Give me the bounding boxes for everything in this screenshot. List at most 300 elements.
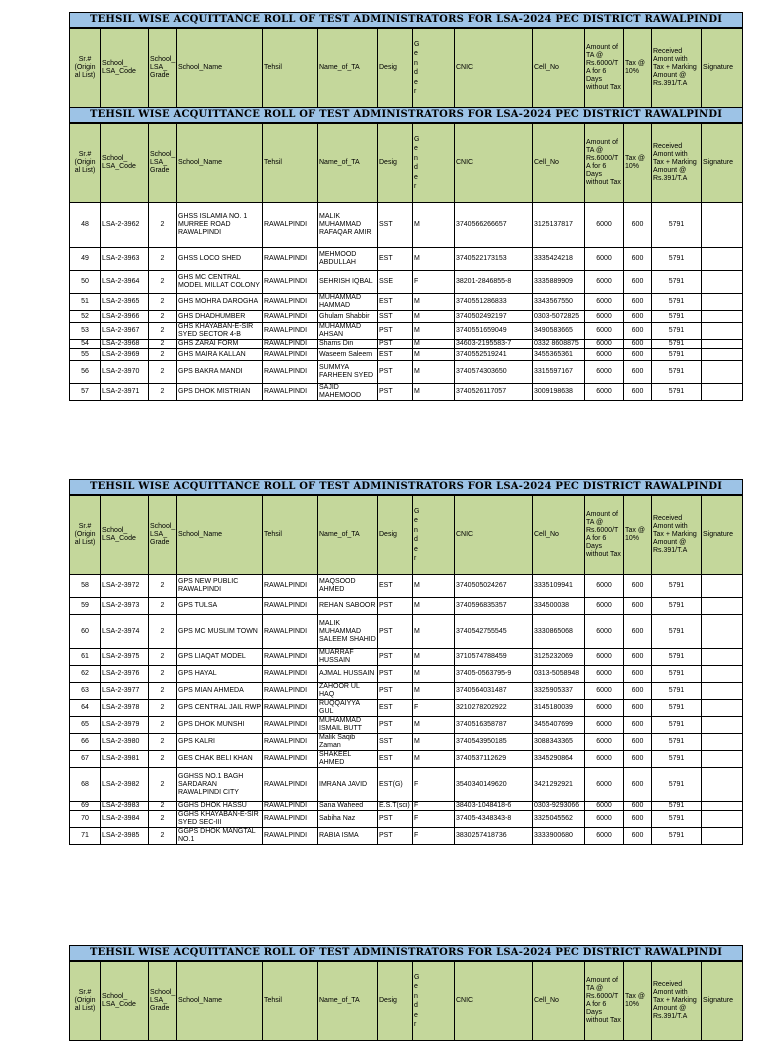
roll-table-a xyxy=(69,123,743,401)
cell-tax: 600 xyxy=(624,575,652,598)
cell-cnic: 3740551659049 xyxy=(455,323,533,340)
sheet-block-4 xyxy=(69,945,742,1041)
cell-gender: F xyxy=(413,271,455,294)
header-cnic: CNIC xyxy=(455,496,533,575)
cell-desig: EST xyxy=(378,751,413,768)
cell-desig: SST xyxy=(378,734,413,751)
cell-name-of-ta: SAJID MAHEMOOD xyxy=(318,384,378,401)
cell-gender: M xyxy=(413,598,455,615)
cell-cnic: 3740564031487 xyxy=(455,683,533,700)
header-desig: Desig xyxy=(378,29,413,108)
cell-received: 5791 xyxy=(652,361,702,384)
cell-tax: 600 xyxy=(624,384,652,401)
cell-gender: M xyxy=(413,361,455,384)
header-sr: Sr.# (Origin al List) xyxy=(70,962,101,1041)
header-cell: Cell_No xyxy=(533,124,585,203)
cell-gender: M xyxy=(413,666,455,683)
cell-desig: PST xyxy=(378,598,413,615)
cell-sr: 66 xyxy=(70,734,101,751)
cell-name-of-ta: SEHRISH IQBAL xyxy=(318,271,378,294)
cell-gender: F xyxy=(413,802,455,811)
cell-gender: M xyxy=(413,575,455,598)
header-table-2 xyxy=(69,107,743,123)
header-grade: School_ LSA_ Grade xyxy=(149,124,177,203)
cell-lsa-code: LSA-2-3969 xyxy=(101,349,149,361)
cell-amount: 6000 xyxy=(585,751,624,768)
header-cnic: CNIC xyxy=(455,962,533,1041)
cell-tax: 600 xyxy=(624,361,652,384)
cell-cnic: 3740542755545 xyxy=(455,615,533,649)
cell-signature xyxy=(702,717,743,734)
cell-received: 5791 xyxy=(652,311,702,323)
table-row xyxy=(70,203,743,248)
header-tax: Tax @ 10% xyxy=(624,962,652,1041)
cell-grade: 2 xyxy=(149,666,177,683)
cell-cell: 3088343365 xyxy=(533,734,585,751)
cell-grade: 2 xyxy=(149,203,177,248)
cell-school-name: GPS MC MUSLIM TOWN xyxy=(177,615,263,649)
cell-signature xyxy=(702,271,743,294)
cell-name-of-ta: Malik Saqib Zaman xyxy=(318,734,378,751)
cell-cnic: 3740574303650 xyxy=(455,361,533,384)
cell-sr: 55 xyxy=(70,349,101,361)
cell-cell: 3325045562 xyxy=(533,811,585,828)
table-row xyxy=(70,248,743,271)
cell-lsa-code: LSA-2-3979 xyxy=(101,717,149,734)
cell-desig: SST xyxy=(378,203,413,248)
cell-gender: F xyxy=(413,828,455,845)
cell-sr: 67 xyxy=(70,751,101,768)
cell-gender: M xyxy=(413,683,455,700)
table-row xyxy=(70,683,743,700)
cell-grade: 2 xyxy=(149,751,177,768)
cell-cell: 3455407699 xyxy=(533,717,585,734)
cell-tehsil: RAWALPINDI xyxy=(263,811,318,828)
header-cell: Cell_No xyxy=(533,962,585,1041)
cell-amount: 6000 xyxy=(585,700,624,717)
sheet-block-2 xyxy=(69,107,742,401)
cell-received: 5791 xyxy=(652,751,702,768)
header-sr: Sr.# (Origin al List) xyxy=(70,496,101,575)
header-school-name: School_Name xyxy=(177,124,263,203)
report-title: TEHSIL WISE ACQUITTANCE ROLL OF TEST ADMINISTRATORS FOR LSA-2024 PEC DISTRICT RAWALPINDI xyxy=(70,108,743,123)
header-sr: Sr.# (Origin al List) xyxy=(70,29,101,108)
cell-gender: M xyxy=(413,203,455,248)
cell-desig: EST xyxy=(378,575,413,598)
cell-cell: 0303-9293066 xyxy=(533,802,585,811)
header-name-of-ta: Name_of_TA xyxy=(318,962,378,1041)
cell-amount: 6000 xyxy=(585,575,624,598)
header-table-4 xyxy=(69,945,743,961)
table-row xyxy=(70,768,743,802)
cell-lsa-code: LSA-2-3980 xyxy=(101,734,149,751)
cell-tehsil: RAWALPINDI xyxy=(263,294,318,311)
cell-grade: 2 xyxy=(149,700,177,717)
cell-cnic: 3830257418736 xyxy=(455,828,533,845)
cell-cell: 3009198638 xyxy=(533,384,585,401)
cell-received: 5791 xyxy=(652,248,702,271)
cell-amount: 6000 xyxy=(585,384,624,401)
header-tehsil: Tehsil xyxy=(263,29,318,108)
cell-received: 5791 xyxy=(652,598,702,615)
cell-gender: M xyxy=(413,384,455,401)
cell-signature xyxy=(702,361,743,384)
cell-grade: 2 xyxy=(149,734,177,751)
cell-school-name: GPS LIAQAT MODEL xyxy=(177,649,263,666)
cell-sr: 70 xyxy=(70,811,101,828)
cell-tax: 600 xyxy=(624,349,652,361)
cell-name-of-ta: MALIK MUHAMMAD SALEEM SHAHID xyxy=(318,615,378,649)
cell-lsa-code: LSA-2-3973 xyxy=(101,598,149,615)
cell-school-name: GPS TULSA xyxy=(177,598,263,615)
header-received: Received Amont with Tax + Marking Amount @ Rs.391/T.A xyxy=(652,29,702,108)
cell-tehsil: RAWALPINDI xyxy=(263,615,318,649)
cell-gender: F xyxy=(413,700,455,717)
report-title: TEHSIL WISE ACQUITTANCE ROLL OF TEST ADMINISTRATORS FOR LSA-2024 PEC DISTRICT RAWALPINDI xyxy=(70,946,743,961)
cell-desig: PST xyxy=(378,384,413,401)
table-row xyxy=(70,734,743,751)
header-received: Received Amont with Tax + Marking Amount @ Rs.391/T.A xyxy=(652,962,702,1041)
cell-tax: 600 xyxy=(624,802,652,811)
cell-school-name: GHSS ISLAMIA NO. 1 MURREE ROAD RAWALPINDI xyxy=(177,203,263,248)
cell-cell: 3335424218 xyxy=(533,248,585,271)
cell-name-of-ta: Shams Din xyxy=(318,340,378,349)
cell-cnic: 3540340149620 xyxy=(455,768,533,802)
cell-grade: 2 xyxy=(149,802,177,811)
cell-desig: E.S.T(sci) xyxy=(378,802,413,811)
cell-cell: 334500038 xyxy=(533,598,585,615)
header-received: Received Amont with Tax + Marking Amount @ Rs.391/T.A xyxy=(652,124,702,203)
cell-sr: 57 xyxy=(70,384,101,401)
cell-grade: 2 xyxy=(149,361,177,384)
cell-lsa-code: LSA-2-3970 xyxy=(101,361,149,384)
header-gender: G e n d e r xyxy=(413,496,455,575)
cell-sr: 54 xyxy=(70,340,101,349)
sheet-block-1 xyxy=(69,12,742,108)
cell-desig: EST xyxy=(378,294,413,311)
cell-school-name: GPS NEW PUBLIC RAWALPINDI xyxy=(177,575,263,598)
header-cnic: CNIC xyxy=(455,124,533,203)
cell-school-name: GHS ZARAI FORM xyxy=(177,340,263,349)
cell-tehsil: RAWALPINDI xyxy=(263,802,318,811)
cell-sr: 52 xyxy=(70,311,101,323)
table-row xyxy=(70,349,743,361)
cell-sr: 58 xyxy=(70,575,101,598)
cell-signature xyxy=(702,700,743,717)
cell-cell: 3421292921 xyxy=(533,768,585,802)
cell-name-of-ta: IMRANA JAVID xyxy=(318,768,378,802)
cell-sr: 69 xyxy=(70,802,101,811)
cell-received: 5791 xyxy=(652,828,702,845)
cell-lsa-code: LSA-2-3963 xyxy=(101,248,149,271)
header-tehsil: Tehsil xyxy=(263,124,318,203)
cell-name-of-ta: MUARRAF HUSSAIN xyxy=(318,649,378,666)
header-grade: School_ LSA_ Grade xyxy=(149,29,177,108)
cell-cnic: 3740502492197 xyxy=(455,311,533,323)
cell-tehsil: RAWALPINDI xyxy=(263,700,318,717)
cell-signature xyxy=(702,615,743,649)
cell-school-name: GHS DHADHUMBER xyxy=(177,311,263,323)
cell-tax: 600 xyxy=(624,811,652,828)
cell-name-of-ta: MEHMOOD ABDULLAH xyxy=(318,248,378,271)
cell-grade: 2 xyxy=(149,615,177,649)
cell-name-of-ta: AJMAL HUSSAIN xyxy=(318,666,378,683)
header-sr: Sr.# (Origin al List) xyxy=(70,124,101,203)
cell-gender: M xyxy=(413,340,455,349)
cell-name-of-ta: Sabiha Naz xyxy=(318,811,378,828)
header-signature: Signature xyxy=(702,29,743,108)
cell-gender: M xyxy=(413,294,455,311)
cell-received: 5791 xyxy=(652,811,702,828)
cell-sr: 63 xyxy=(70,683,101,700)
header-lsa-code: School_ LSA_Code xyxy=(101,962,149,1041)
cell-school-name: GES CHAK BELI KHAN xyxy=(177,751,263,768)
table-row xyxy=(70,666,743,683)
cell-desig: SST xyxy=(378,311,413,323)
header-desig: Desig xyxy=(378,962,413,1041)
cell-desig: PST xyxy=(378,683,413,700)
table-row xyxy=(70,811,743,828)
cell-tehsil: RAWALPINDI xyxy=(263,649,318,666)
cell-desig: PST xyxy=(378,340,413,349)
cell-sr: 53 xyxy=(70,323,101,340)
cell-cell: 3333900680 xyxy=(533,828,585,845)
header-lsa-code: School_ LSA_Code xyxy=(101,496,149,575)
header-tax: Tax @ 10% xyxy=(624,29,652,108)
cell-cnic: 3740552519241 xyxy=(455,349,533,361)
cell-tax: 600 xyxy=(624,340,652,349)
cell-cell: 3325905337 xyxy=(533,683,585,700)
cell-desig: PST xyxy=(378,666,413,683)
cell-received: 5791 xyxy=(652,768,702,802)
cell-cell: 3490583665 xyxy=(533,323,585,340)
cell-tax: 600 xyxy=(624,323,652,340)
header-name-of-ta: Name_of_TA xyxy=(318,496,378,575)
cell-tax: 600 xyxy=(624,751,652,768)
cell-gender: M xyxy=(413,311,455,323)
cell-tehsil: RAWALPINDI xyxy=(263,203,318,248)
cell-amount: 6000 xyxy=(585,248,624,271)
cell-grade: 2 xyxy=(149,294,177,311)
cell-signature xyxy=(702,828,743,845)
column-header-1 xyxy=(69,28,743,108)
cell-received: 5791 xyxy=(652,717,702,734)
cell-signature xyxy=(702,248,743,271)
header-grade: School_ LSA_ Grade xyxy=(149,962,177,1041)
cell-tehsil: RAWALPINDI xyxy=(263,598,318,615)
cell-tax: 600 xyxy=(624,683,652,700)
table-row xyxy=(70,649,743,666)
cell-grade: 2 xyxy=(149,349,177,361)
cell-received: 5791 xyxy=(652,203,702,248)
cell-tax: 600 xyxy=(624,271,652,294)
cell-cell: 3125232069 xyxy=(533,649,585,666)
report-title: TEHSIL WISE ACQUITTANCE ROLL OF TEST ADMINISTRATORS FOR LSA-2024 PEC DISTRICT RAWALPINDI xyxy=(70,13,743,28)
cell-tax: 600 xyxy=(624,649,652,666)
cell-signature xyxy=(702,734,743,751)
cell-lsa-code: LSA-2-3964 xyxy=(101,271,149,294)
cell-desig: PST xyxy=(378,361,413,384)
cell-school-name: GGHSS NO.1 BAGH SARDARAN RAWALPINDI CITY xyxy=(177,768,263,802)
header-tax: Tax @ 10% xyxy=(624,124,652,203)
header-signature: Signature xyxy=(702,496,743,575)
cell-received: 5791 xyxy=(652,802,702,811)
header-school-name: School_Name xyxy=(177,496,263,575)
cell-cell: 0313-5058948 xyxy=(533,666,585,683)
cell-cnic: 3740551286833 xyxy=(455,294,533,311)
header-amount: Amount of TA @ Rs.6000/T A for 6 Days without Tax xyxy=(585,124,624,203)
cell-desig: PST xyxy=(378,717,413,734)
header-cell: Cell_No xyxy=(533,496,585,575)
cell-tehsil: RAWALPINDI xyxy=(263,734,318,751)
header-table-3 xyxy=(69,479,743,495)
header-amount: Amount of TA @ Rs.6000/T A for 6 Days without Tax xyxy=(585,962,624,1041)
cell-signature xyxy=(702,294,743,311)
cell-name-of-ta: RUQQAIYYA GUL xyxy=(318,700,378,717)
cell-grade: 2 xyxy=(149,323,177,340)
cell-cnic: 3210278202922 xyxy=(455,700,533,717)
cell-grade: 2 xyxy=(149,384,177,401)
cell-school-name: GHSS LOCO SHED xyxy=(177,248,263,271)
cell-gender: M xyxy=(413,248,455,271)
cell-cell: 3455365361 xyxy=(533,349,585,361)
cell-tehsil: RAWALPINDI xyxy=(263,349,318,361)
cell-tax: 600 xyxy=(624,717,652,734)
cell-amount: 6000 xyxy=(585,598,624,615)
cell-tehsil: RAWALPINDI xyxy=(263,575,318,598)
header-tehsil: Tehsil xyxy=(263,962,318,1041)
cell-tehsil: RAWALPINDI xyxy=(263,751,318,768)
cell-signature xyxy=(702,751,743,768)
cell-received: 5791 xyxy=(652,575,702,598)
roll-table-b xyxy=(69,495,743,845)
report-title: TEHSIL WISE ACQUITTANCE ROLL OF TEST ADMINISTRATORS FOR LSA-2024 PEC DISTRICT RAWALPINDI xyxy=(70,480,743,495)
cell-tehsil: RAWALPINDI xyxy=(263,828,318,845)
cell-received: 5791 xyxy=(652,323,702,340)
cell-tehsil: RAWALPINDI xyxy=(263,666,318,683)
cell-school-name: GHS KHAYABAN-E-SIR SYED SECTOR 4-B xyxy=(177,323,263,340)
cell-sr: 48 xyxy=(70,203,101,248)
cell-cell: 3345290864 xyxy=(533,751,585,768)
cell-school-name: GPS DHOK MISTRIAN xyxy=(177,384,263,401)
header-gender: G e n d e r xyxy=(413,124,455,203)
header-school-name: School_Name xyxy=(177,29,263,108)
cell-grade: 2 xyxy=(149,598,177,615)
cell-gender: M xyxy=(413,717,455,734)
cell-lsa-code: LSA-2-3976 xyxy=(101,666,149,683)
cell-school-name: GPS MIAN AHMEDA xyxy=(177,683,263,700)
cell-amount: 6000 xyxy=(585,271,624,294)
header-table-1 xyxy=(69,12,743,28)
cell-tax: 600 xyxy=(624,248,652,271)
cell-tehsil: RAWALPINDI xyxy=(263,361,318,384)
cell-amount: 6000 xyxy=(585,323,624,340)
cell-grade: 2 xyxy=(149,717,177,734)
header-amount: Amount of TA @ Rs.6000/T A for 6 Days without Tax xyxy=(585,29,624,108)
cell-cnic: 3740522173153 xyxy=(455,248,533,271)
cell-cnic: 3740526117057 xyxy=(455,384,533,401)
cell-signature xyxy=(702,203,743,248)
cell-received: 5791 xyxy=(652,349,702,361)
cell-tehsil: RAWALPINDI xyxy=(263,311,318,323)
cell-tax: 600 xyxy=(624,294,652,311)
cell-sr: 62 xyxy=(70,666,101,683)
cell-tehsil: RAWALPINDI xyxy=(263,323,318,340)
cell-amount: 6000 xyxy=(585,683,624,700)
cell-sr: 51 xyxy=(70,294,101,311)
header-amount: Amount of TA @ Rs.6000/T A for 6 Days without Tax xyxy=(585,496,624,575)
cell-sr: 68 xyxy=(70,768,101,802)
cell-cnic: 3740516358787 xyxy=(455,717,533,734)
cell-tehsil: RAWALPINDI xyxy=(263,384,318,401)
cell-cell: 3335889909 xyxy=(533,271,585,294)
cell-tax: 600 xyxy=(624,311,652,323)
cell-name-of-ta: SHAKEEL AHMED xyxy=(318,751,378,768)
cell-gender: M xyxy=(413,349,455,361)
cell-signature xyxy=(702,811,743,828)
header-gender: G e n d e r xyxy=(413,29,455,108)
cell-grade: 2 xyxy=(149,248,177,271)
header-signature: Signature xyxy=(702,962,743,1041)
cell-cnic: 37405-0563795-9 xyxy=(455,666,533,683)
cell-lsa-code: LSA-2-3975 xyxy=(101,649,149,666)
cell-cnic: 3740543950185 xyxy=(455,734,533,751)
header-lsa-code: School_ LSA_Code xyxy=(101,124,149,203)
cell-amount: 6000 xyxy=(585,340,624,349)
cell-cell: 0303-5072825 xyxy=(533,311,585,323)
cell-tax: 600 xyxy=(624,828,652,845)
cell-cnic: 3740537112629 xyxy=(455,751,533,768)
cell-tehsil: RAWALPINDI xyxy=(263,248,318,271)
table-row xyxy=(70,384,743,401)
cell-desig: PST xyxy=(378,323,413,340)
cell-tax: 600 xyxy=(624,615,652,649)
cell-grade: 2 xyxy=(149,683,177,700)
cell-cnic: 34603-2195583-7 xyxy=(455,340,533,349)
cell-gender: M xyxy=(413,615,455,649)
cell-amount: 6000 xyxy=(585,717,624,734)
cell-desig: EST xyxy=(378,248,413,271)
cell-cnic: 3740596835357 xyxy=(455,598,533,615)
cell-sr: 61 xyxy=(70,649,101,666)
cell-name-of-ta: MAQSOOD AHMED xyxy=(318,575,378,598)
cell-grade: 2 xyxy=(149,340,177,349)
cell-signature xyxy=(702,575,743,598)
cell-signature xyxy=(702,384,743,401)
cell-sr: 60 xyxy=(70,615,101,649)
cell-cell: 3125137817 xyxy=(533,203,585,248)
cell-name-of-ta: MUHAMMAD AHSAN xyxy=(318,323,378,340)
cell-tehsil: RAWALPINDI xyxy=(263,271,318,294)
cell-school-name: GHS MAIRA KALLAN xyxy=(177,349,263,361)
cell-cnic: 37405-4348343-8 xyxy=(455,811,533,828)
sheet-block-3 xyxy=(69,479,742,845)
cell-school-name: GHS MC CENTRAL MODEL MILLAT COLONY xyxy=(177,271,263,294)
cell-amount: 6000 xyxy=(585,649,624,666)
cell-received: 5791 xyxy=(652,384,702,401)
cell-name-of-ta: RABIA ISMA xyxy=(318,828,378,845)
cell-amount: 6000 xyxy=(585,828,624,845)
cell-tax: 600 xyxy=(624,734,652,751)
table-row xyxy=(70,700,743,717)
cell-grade: 2 xyxy=(149,649,177,666)
header-school-name: School_Name xyxy=(177,962,263,1041)
cell-desig: EST xyxy=(378,349,413,361)
cell-gender: M xyxy=(413,751,455,768)
header-grade: School_ LSA_ Grade xyxy=(149,496,177,575)
cell-amount: 6000 xyxy=(585,802,624,811)
cell-received: 5791 xyxy=(652,340,702,349)
